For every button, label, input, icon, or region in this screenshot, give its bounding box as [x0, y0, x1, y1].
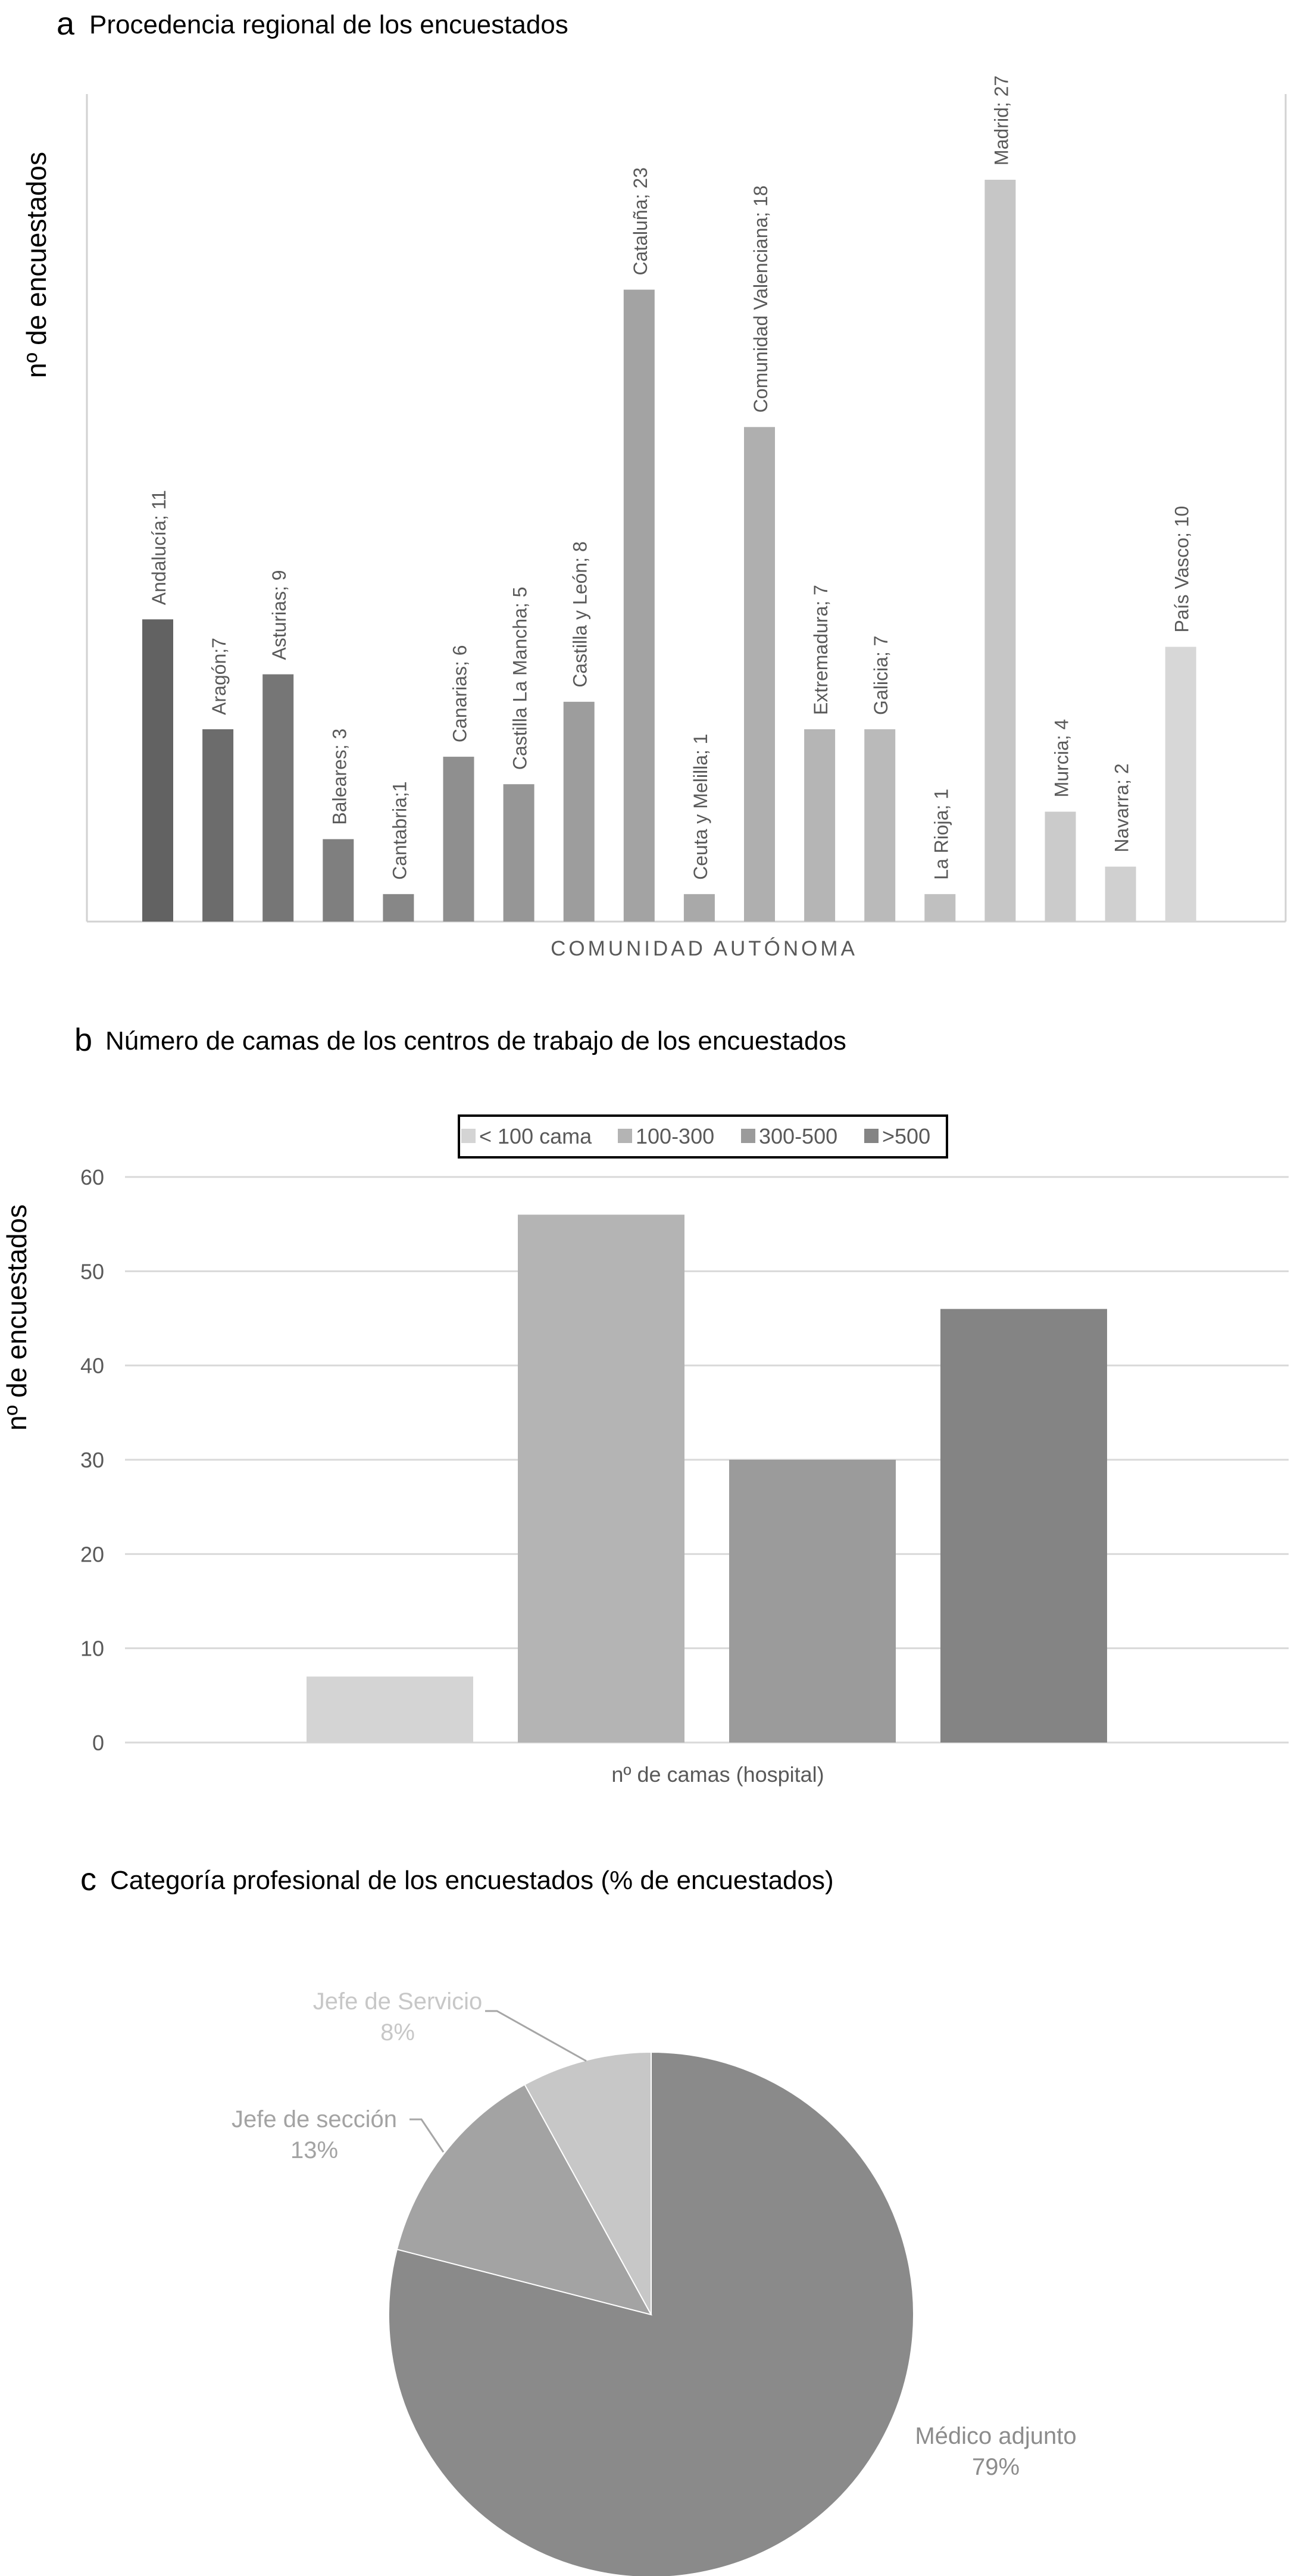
data-label-andalucia: Andalucía; 11 — [148, 490, 170, 605]
y-tick-50: 50 — [80, 1259, 104, 1284]
panel-a-xlabel: COMUNIDAD AUTÓNOMA — [551, 937, 858, 960]
panel-b-xlabel: nº de camas (hospital) — [611, 1762, 824, 1787]
bar-cantabria — [383, 894, 414, 922]
data-label-cataluna: Cataluña; 23 — [629, 167, 651, 276]
bar-andalucia — [142, 619, 173, 922]
panel-b-legend — [459, 1116, 947, 1157]
slice-name-jefe-servicio: Jefe de Servicio — [312, 1988, 483, 2015]
panel-b-ylabel: nº de encuestados — [1, 1204, 32, 1431]
bar-aragon — [202, 729, 233, 922]
panel-c — [80, 1862, 1077, 2576]
bar-comunidad-valenciana — [744, 427, 775, 922]
bar-castilla-y-leon — [564, 702, 595, 922]
leader-line-jefe-servicio — [485, 2011, 586, 2061]
bar-100-300 — [518, 1214, 684, 1743]
data-label-castilla-la-mancha: Castilla La Mancha; 5 — [509, 586, 531, 770]
y-tick-30: 30 — [80, 1448, 104, 1472]
legend-label-lt100: < 100 cama — [479, 1124, 592, 1148]
data-label-madrid: Madrid; 27 — [990, 75, 1012, 166]
data-label-murcia: Murcia; 4 — [1051, 719, 1073, 798]
panel-c-letter: c — [80, 1862, 96, 1897]
bar-castilla-la-mancha — [504, 784, 534, 922]
panel-b-gridlines — [125, 1177, 1289, 1743]
panel-b-letter: b — [74, 1022, 93, 1058]
bar-navarra — [1105, 867, 1136, 922]
bar-100-cama — [307, 1676, 473, 1743]
legend-label-gt500: >500 — [882, 1124, 931, 1148]
y-tick-10: 10 — [80, 1636, 104, 1661]
data-label-cantabria: Cantabria;1 — [389, 781, 411, 880]
panel-a-ylabel: nº de encuestados — [21, 152, 52, 378]
legend-swatch-gt500 — [864, 1129, 879, 1143]
panel-b-y-ticks — [80, 1165, 104, 1755]
data-label-canarias: Canarias; 6 — [449, 645, 471, 743]
legend-swatch-300-500 — [741, 1129, 755, 1143]
panel-b-bars — [307, 1214, 1107, 1743]
bar-asturias — [262, 675, 293, 922]
bar-300-500 — [729, 1460, 896, 1743]
panel-a-title: Procedencia regional de los encuestados — [89, 10, 568, 39]
data-label-castilla-y-leon: Castilla y León; 8 — [569, 541, 591, 688]
bar-murcia — [1045, 811, 1076, 922]
bar-pais-vasco — [1165, 647, 1196, 922]
legend-label-100-300: 100-300 — [636, 1124, 715, 1148]
data-label-comunidad-valenciana: Comunidad Valenciana; 18 — [750, 185, 771, 413]
bar-madrid — [984, 180, 1015, 922]
data-label-extremadura: Extremadura; 7 — [810, 585, 832, 715]
leader-line-jefe-seccion — [410, 2119, 443, 2152]
data-label-baleares: Baleares; 3 — [329, 728, 351, 825]
legend-swatch-100-300 — [618, 1129, 632, 1143]
y-tick-60: 60 — [80, 1165, 104, 1189]
data-label-galicia: Galicia; 7 — [870, 635, 892, 715]
data-label-ceuta-y-melilla: Ceuta y Melilla; 1 — [689, 733, 711, 880]
panel-a-bars — [142, 180, 1196, 922]
panel-a-letter: a — [57, 6, 75, 42]
data-label-asturias: Asturias; 9 — [268, 570, 290, 660]
slice-pct-jefe-servicio: 8% — [380, 2019, 415, 2046]
bar-la-rioja — [924, 894, 955, 922]
y-tick-0: 0 — [92, 1731, 104, 1755]
panel-b — [1, 1022, 1289, 1787]
panel-b-title: Número de camas de los centros de trabajo de los encuestados — [105, 1026, 846, 1056]
bar-galicia — [864, 729, 895, 922]
y-tick-20: 20 — [80, 1542, 104, 1567]
y-tick-40: 40 — [80, 1353, 104, 1378]
data-label-navarra: Navarra; 2 — [1111, 763, 1133, 853]
data-label-aragon: Aragón;7 — [208, 638, 230, 715]
legend-swatch-lt100 — [461, 1129, 476, 1143]
panel-a — [21, 6, 1286, 960]
data-label-la-rioja: La Rioja; 1 — [930, 788, 952, 880]
bar-500 — [940, 1309, 1107, 1743]
bar-baleares — [323, 839, 354, 922]
slice-pct-medico-adjunto: 79% — [971, 2454, 1020, 2480]
data-label-pais-vasco: País Vasco; 10 — [1171, 505, 1193, 633]
legend-label-300-500: 300-500 — [759, 1124, 838, 1148]
slice-name-medico-adjunto: Médico adjunto — [915, 2423, 1077, 2449]
bar-cataluna — [624, 290, 655, 922]
slice-name-jefe-seccion: Jefe de sección — [232, 2106, 397, 2132]
bar-canarias — [443, 757, 474, 922]
panel-a-data-labels — [148, 76, 1193, 880]
bar-ceuta-y-melilla — [684, 894, 715, 922]
panel-c-slices — [389, 2052, 914, 2576]
panel-c-title: Categoría profesional de los encuestados (% de encuestados) — [110, 1866, 834, 1895]
bar-extremadura — [804, 729, 835, 922]
slice-pct-jefe-seccion: 13% — [290, 2137, 339, 2163]
